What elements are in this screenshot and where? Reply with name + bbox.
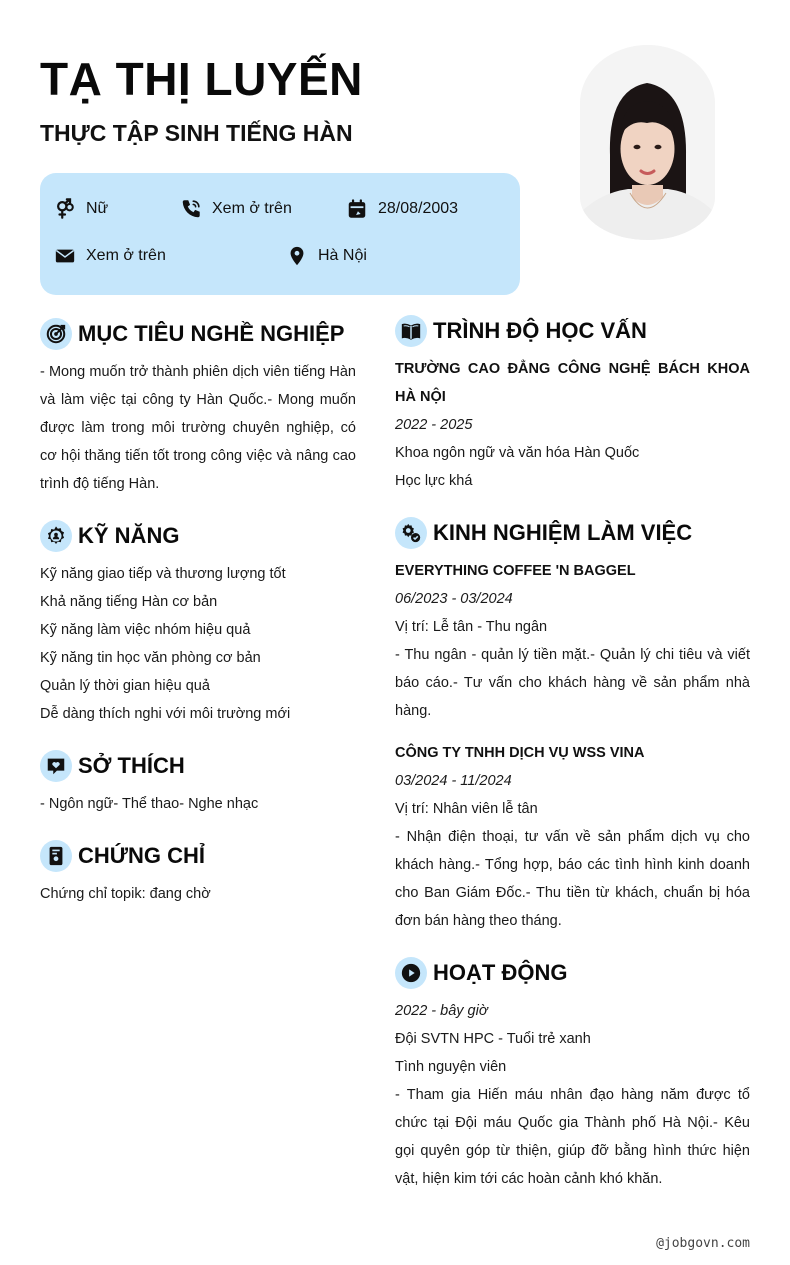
certificates-title: CHỨNG CHỈ xyxy=(78,843,206,868)
hobbies-section xyxy=(40,750,356,818)
job-period: 06/2023 - 03/2024 xyxy=(395,591,513,607)
left-column xyxy=(40,318,356,930)
objective-title: MỤC TIÊU NGHỀ NGHIỆP xyxy=(78,321,345,346)
job-description: - Thu ngân - quản lý tiền mặt.- Quản lý chi tiêu và viết báo cáo.- Tư vấn cho khách hàng về sản phẩm nhà hàng. xyxy=(395,647,750,719)
experience-title: KINH NGHIỆM LÀM VIỆC xyxy=(433,520,693,545)
certificate-icon xyxy=(40,840,72,872)
portrait-image xyxy=(580,45,715,240)
email-item xyxy=(54,245,166,267)
email-icon xyxy=(54,245,76,267)
location-value: Hà Nội xyxy=(318,247,367,264)
hobbies-title: SỞ THÍCH xyxy=(78,753,185,778)
certificates-text: Chứng chỉ topik: đang chờ xyxy=(40,886,211,902)
book-icon xyxy=(395,315,427,347)
education-title: TRÌNH ĐỘ HỌC VẤN xyxy=(433,318,647,343)
objective-section xyxy=(40,318,356,498)
job-entry xyxy=(395,557,750,725)
location-pin-icon xyxy=(286,245,308,267)
candidate-name: TẠ THỊ LUYẾN xyxy=(40,53,363,105)
activities-section xyxy=(395,957,750,1193)
skills-gear-icon xyxy=(40,520,72,552)
work-gear-icon xyxy=(395,517,427,549)
education-major: Khoa ngôn ngữ và văn hóa Hàn Quốc xyxy=(395,445,640,461)
objective-text: - Mong muốn trở thành phiên dịch viên tiếng Hàn và làm việc tại công ty Hàn Quốc.- Mong muốn được làm trong môi trường chuyên nghiệp, có cơ hội thăng tiến tốt trong công việc và nâng cao trình độ tiếng Hàn. xyxy=(40,364,356,492)
birthday-item xyxy=(346,198,458,220)
skills-section xyxy=(40,520,356,728)
job-title: THỰC TẬP SINH TIẾNG HÀN xyxy=(40,120,353,146)
activity-org: Đội SVTN HPC - Tuổi trẻ xanh xyxy=(395,1031,591,1047)
right-column xyxy=(395,315,750,1215)
job-description: - Nhận điện thoại, tư vấn về sản phẩm dịch vụ cho khách hàng.- Tổng hợp, báo các tình hình kinh doanh cho Ban Giám Đốc.- Thu tiền từ khách, chuẩn bị hóa đơn bán hàng theo tháng. xyxy=(395,829,750,929)
gender-value: Nữ xyxy=(86,200,109,217)
activity-description: - Tham gia Hiến máu nhân đạo hàng năm được tổ chức tại Đội máu Quốc gia Thành phố Hà Nội.- Kêu gọi quyên góp từ thiện, giúp đỡ bằng hình thức hiện vật, hiện kim tới các hoàn cảnh khó khăn. xyxy=(395,1087,750,1187)
profile-photo xyxy=(580,45,715,240)
gender-item xyxy=(54,198,108,220)
job-role: Vị trí: Lễ tân - Thu ngân xyxy=(395,619,548,635)
activity-role: Tình nguyện viên xyxy=(395,1059,507,1075)
education-grade: Học lực khá xyxy=(395,473,473,489)
skills-title: KỸ NĂNG xyxy=(78,523,180,548)
certificates-section xyxy=(40,840,356,908)
education-period: 2022 - 2025 xyxy=(395,417,473,433)
skill-item: Kỹ năng tin học văn phòng cơ bản xyxy=(40,650,261,666)
job-company: EVERYTHING COFFEE 'N BAGGEL xyxy=(395,563,636,579)
experience-section xyxy=(395,517,750,935)
contact-info-box xyxy=(40,173,520,295)
location-item xyxy=(286,245,367,267)
skill-item: Kỹ năng giao tiếp và thương lượng tốt xyxy=(40,566,286,582)
birthday-value: 28/08/2003 xyxy=(378,200,459,217)
calendar-icon xyxy=(346,198,368,220)
activities-title: HOẠT ĐỘNG xyxy=(433,960,568,985)
job-company: CÔNG TY TNHH DỊCH VỤ WSS VINA xyxy=(395,745,645,761)
gender-icon xyxy=(54,198,76,220)
skill-item: Khả năng tiếng Hàn cơ bản xyxy=(40,594,218,610)
education-section xyxy=(395,315,750,495)
skill-item: Dễ dàng thích nghi với môi trường mới xyxy=(40,706,291,722)
activity-period: 2022 - bây giờ xyxy=(395,1003,488,1019)
hobbies-text: - Ngôn ngữ- Thể thao- Nghe nhạc xyxy=(40,796,259,812)
target-icon xyxy=(40,318,72,350)
watermark: @jobgovn.com xyxy=(656,1236,750,1251)
email-value: Xem ở trên xyxy=(86,247,166,264)
phone-icon xyxy=(180,198,202,220)
job-entry xyxy=(395,739,750,935)
phone-value: Xem ở trên xyxy=(212,200,292,217)
heart-message-icon xyxy=(40,750,72,782)
job-period: 03/2024 - 11/2024 xyxy=(395,773,512,789)
skill-item: Quản lý thời gian hiệu quả xyxy=(40,678,210,694)
play-icon xyxy=(395,957,427,989)
job-role: Vị trí: Nhân viên lễ tân xyxy=(395,801,538,817)
skill-item: Kỹ năng làm việc nhóm hiệu quả xyxy=(40,622,251,638)
school-name: TRƯỜNG CAO ĐẲNG CÔNG NGHỆ BÁCH KHOA HÀ NỘI xyxy=(395,361,750,405)
phone-item xyxy=(180,198,292,220)
